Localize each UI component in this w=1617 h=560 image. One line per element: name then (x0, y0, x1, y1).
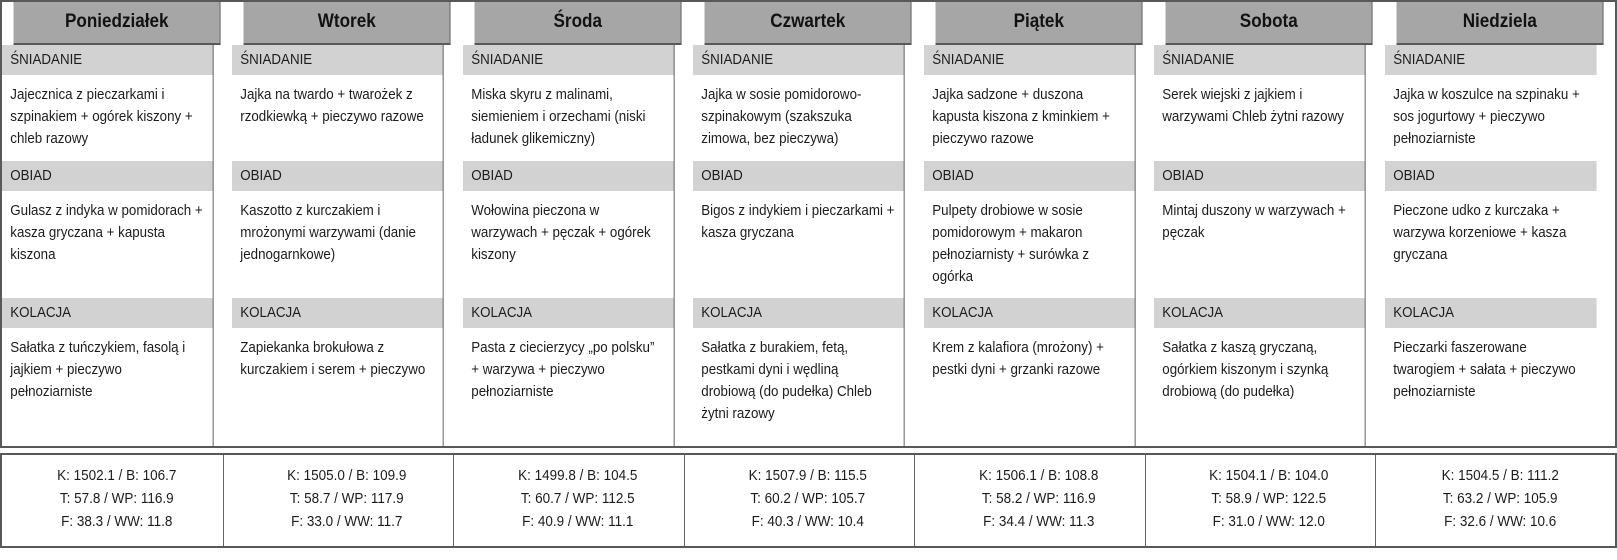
dinner-cell-wednesday: Pasta z ciecierzycy „po polsku” + warzywa + pieczywo pełnoziarniste (463, 328, 675, 446)
meal-label-dinner: KOLACJA (924, 298, 1136, 328)
nutrition-line-fat-carbs: T: 60.2 / WP: 105.7 (750, 491, 866, 508)
day-header-wednesday: Środa (474, 2, 681, 45)
lunch-cell-friday: Pulpety drobiowe w sosie pomidorowym + makaron pełnoziarnisty + surówka z ogórka (924, 191, 1136, 298)
meal-label-breakfast: ŚNIADANIE (232, 45, 444, 75)
meal-label-lunch: OBIAD (463, 161, 675, 191)
meal-label-breakfast: ŚNIADANIE (2, 45, 214, 75)
meal-label-dinner: KOLACJA (1154, 298, 1366, 328)
meal-label-lunch: OBIAD (1385, 161, 1597, 191)
lunch-cell-saturday: Mintaj duszony w warzywach + pęczak (1154, 191, 1366, 298)
meal-label-breakfast: ŚNIADANIE (1154, 45, 1366, 75)
nutrition-summary-friday (932, 455, 1146, 546)
nutrition-summary-sunday (1393, 455, 1607, 546)
meal-label-breakfast: ŚNIADANIE (924, 45, 1136, 75)
nutrition-line-fiber-exchange: F: 33.0 / WW: 11.7 (291, 513, 403, 530)
dinner-cell-friday: Krem z kalafiora (mrożony) + pestki dyni + grzanki razowe (924, 328, 1136, 446)
day-header-sunday: Niedziela (1396, 2, 1603, 45)
nutrition-summary-tuesday (240, 455, 454, 546)
meal-label-breakfast: ŚNIADANIE (693, 45, 905, 75)
dinner-cell-saturday: Sałatka z kaszą gryczaną, ogórkiem kiszonym i szynką drobiową (do pudełka) (1154, 328, 1366, 446)
meal-label-dinner: KOLACJA (232, 298, 444, 328)
nutrition-summary-wednesday (471, 455, 685, 546)
meal-label-lunch: OBIAD (232, 161, 444, 191)
day-header-tuesday: Wtorek (244, 2, 451, 45)
meal-label-breakfast: ŚNIADANIE (1385, 45, 1597, 75)
nutrition-line-calories-protein: K: 1506.1 / B: 108.8 (978, 468, 1099, 485)
breakfast-cell-wednesday: Miska skyru z malinami, siemieniem i orzechami (niski ładunek glikemiczny) (463, 75, 675, 161)
nutrition-summary-thursday (701, 455, 915, 546)
lunch-cell-wednesday: Wołowina pieczona w warzywach + pęczak + ogórek kiszony (463, 191, 675, 298)
nutrition-line-fiber-exchange: F: 40.9 / WW: 11.1 (522, 513, 634, 530)
breakfast-row (0, 75, 1617, 161)
dinner-cell-monday: Sałatka z tuńczykiem, fasolą i jajkiem + pieczywo pełnoziarniste (2, 328, 214, 446)
dinner-label-row (0, 298, 1617, 328)
meal-label-lunch: OBIAD (693, 161, 905, 191)
breakfast-cell-monday: Jajecznica z pieczarkami i szpinakiem + ogórek kiszony + chleb razowy (2, 75, 214, 161)
lunch-cell-sunday: Pieczone udko z kurczaka + warzywa korzeniowe + kasza gryczana (1385, 191, 1597, 298)
nutrition-line-fat-carbs: T: 58.7 / WP: 117.9 (290, 491, 405, 508)
breakfast-cell-sunday: Jajka w koszulce na szpinaku + sos jogurtowy + pieczywo pełnoziarniste (1385, 75, 1597, 161)
day-header-thursday: Czwartek (705, 2, 912, 45)
lunch-row (0, 191, 1617, 298)
nutrition-line-fiber-exchange: F: 40.3 / WW: 10.4 (751, 513, 865, 530)
breakfast-cell-thursday: Jajka w sosie pomidorowo-szpinakowym (szakszuka zimowa, bez pieczywa) (693, 75, 905, 161)
meal-label-dinner: KOLACJA (463, 298, 675, 328)
meal-label-dinner: KOLACJA (1385, 298, 1597, 328)
meal-label-breakfast: ŚNIADANIE (463, 45, 675, 75)
day-header-monday: Poniedziałek (14, 2, 221, 45)
breakfast-cell-tuesday: Jajka na twardo + twarożek z rzodkiewką + pieczywo razowe (232, 75, 444, 161)
nutrition-line-calories-protein: K: 1504.5 / B: 111.2 (1441, 468, 1559, 485)
lunch-cell-tuesday: Kaszotto z kurczakiem i mrożonymi warzywami (danie jednogarnkowe) (232, 191, 444, 298)
nutrition-line-fat-carbs: T: 58.9 / WP: 122.5 (1211, 491, 1327, 508)
nutrition-line-calories-protein: K: 1504.1 / B: 104.0 (1209, 468, 1329, 485)
nutrition-line-fat-carbs: T: 63.2 / WP: 105.9 (1442, 491, 1558, 508)
dinner-row (0, 328, 1617, 448)
day-header-saturday: Sobota (1166, 2, 1373, 45)
nutrition-line-fat-carbs: T: 58.2 / WP: 116.9 (981, 491, 1096, 508)
nutrition-line-fiber-exchange: F: 32.6 / WW: 10.6 (1443, 513, 1556, 530)
lunch-cell-monday: Gulasz z indyka w pomidorach + kasza gryczana + kapusta kiszona (2, 191, 214, 298)
nutrition-line-calories-protein: K: 1507.9 / B: 115.5 (748, 468, 868, 485)
nutrition-line-fat-carbs: T: 60.7 / WP: 112.5 (520, 491, 635, 508)
nutrition-line-fiber-exchange: F: 34.4 / WW: 11.3 (982, 513, 1095, 530)
lunch-cell-thursday: Bigos z indykiem i pieczarkami + kasza gryczana (693, 191, 905, 298)
nutrition-summary-saturday (1162, 455, 1376, 546)
meal-label-dinner: KOLACJA (693, 298, 905, 328)
meal-label-lunch: OBIAD (924, 161, 1136, 191)
nutrition-line-calories-protein: K: 1502.1 / B: 106.7 (57, 468, 177, 485)
meal-label-dinner: KOLACJA (2, 298, 214, 328)
nutrition-line-fiber-exchange: F: 31.0 / WW: 12.0 (1212, 513, 1325, 530)
nutrition-line-calories-protein: K: 1499.8 / B: 104.5 (517, 468, 638, 485)
lunch-label-row (0, 161, 1617, 191)
breakfast-cell-saturday: Serek wiejski z jajkiem i warzywami Chleb żytni razowy (1154, 75, 1366, 161)
nutrition-summary-monday (10, 455, 224, 546)
dinner-cell-thursday: Sałatka z burakiem, fetą, pestkami dyni i wędliną drobiową (do pudełka) Chleb żytni razowy (693, 328, 905, 446)
breakfast-cell-friday: Jajka sadzone + duszona kapusta kiszona z kminkiem + pieczywo razowe (924, 75, 1136, 161)
dinner-cell-tuesday: Zapiekanka brokułowa z kurczakiem i serem + pieczywo (232, 328, 444, 446)
nutrition-line-fat-carbs: T: 57.8 / WP: 116.9 (59, 491, 174, 508)
nutrition-line-fiber-exchange: F: 38.3 / WW: 11.8 (61, 513, 173, 530)
nutrition-line-calories-protein: K: 1505.0 / B: 109.9 (287, 468, 407, 485)
nutrition-summary-row (0, 453, 1617, 548)
dinner-cell-sunday: Pieczarki faszerowane twarogiem + sałata + pieczywo pełnoziarniste (1385, 328, 1597, 446)
day-header-friday: Piątek (935, 2, 1142, 45)
meal-label-lunch: OBIAD (2, 161, 214, 191)
meal-label-lunch: OBIAD (1154, 161, 1366, 191)
meal-plan-grid (0, 0, 1617, 75)
